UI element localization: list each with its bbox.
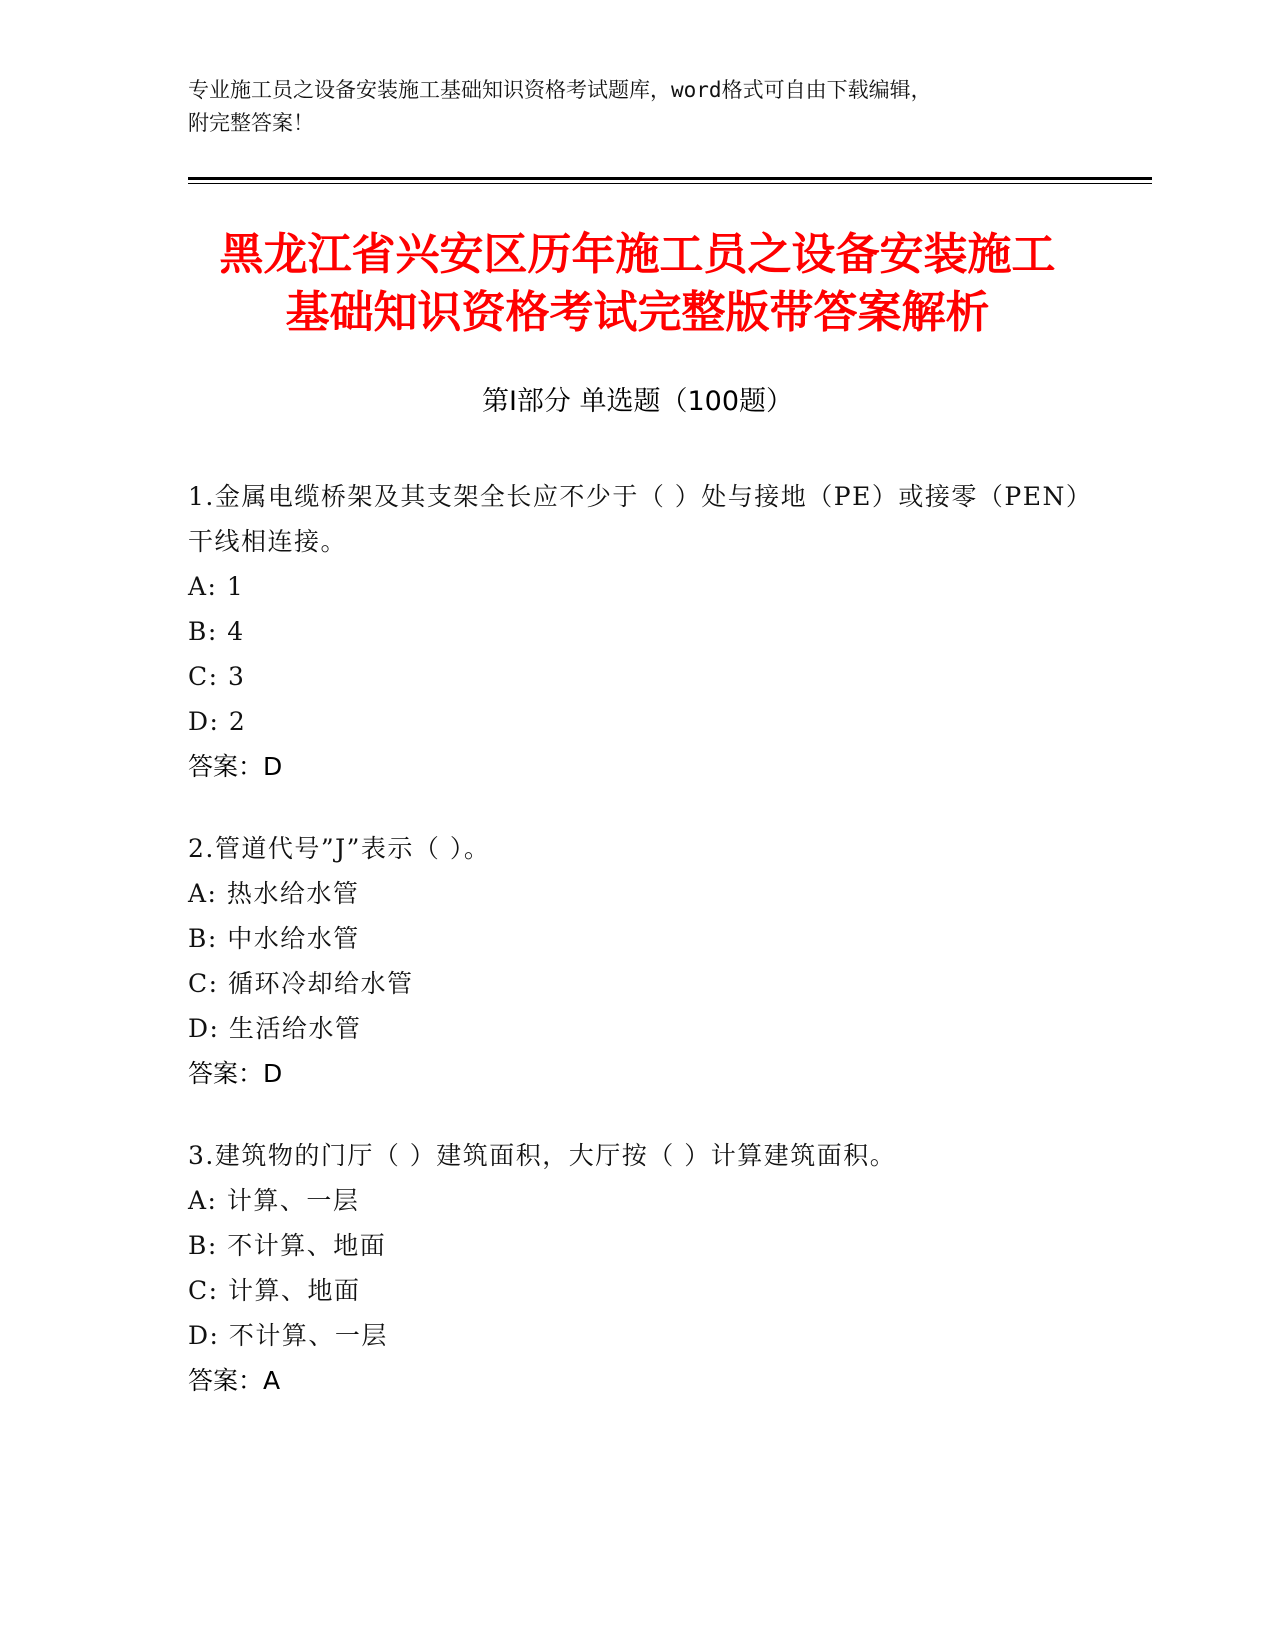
option-b: B: 4 <box>188 617 245 646</box>
document-title <box>140 226 1135 342</box>
question-list <box>188 474 1088 1440</box>
option-c: C: 3 <box>188 662 246 691</box>
option-a: A: 1 <box>188 572 245 601</box>
header-note <box>188 74 1078 140</box>
option-d: D: 不计算、一层 <box>188 1321 388 1350</box>
option-a: A: 计算、一层 <box>188 1186 360 1215</box>
question-stem: 3.建筑物的门厅（ ）建筑面积，大厅按（ ）计算建筑面积。 <box>188 1141 897 1170</box>
answer-line: 答案：D <box>188 752 283 781</box>
option-d: D: 生活给水管 <box>188 1014 362 1043</box>
option-c: C: 循环冷却给水管 <box>188 969 414 998</box>
question-stem: 1.金属电缆桥架及其支架全长应不少于（ ）处与接地（PE）或接零（PEN）干线相连接。 <box>188 482 1080 556</box>
question-3 <box>188 1133 1088 1403</box>
option-b: B: 中水给水管 <box>188 924 360 953</box>
header-divider-thin <box>188 183 1152 184</box>
option-b: B: 不计算、地面 <box>188 1231 387 1260</box>
answer-line: 答案：D <box>188 1059 283 1088</box>
question-1 <box>188 474 1088 789</box>
document-title-line-1: 黑龙江省兴安区历年施工员之设备安装施工 <box>219 229 1056 280</box>
answer-line: 答案：A <box>188 1366 281 1395</box>
option-d: D: 2 <box>188 707 247 736</box>
header-note-line-1: 专业施工员之设备安装施工基础知识资格考试题库，word格式可自由下载编辑， <box>188 78 932 102</box>
question-stem: 2.管道代号”J”表示（ ）。 <box>188 834 491 863</box>
option-c: C: 计算、地面 <box>188 1276 361 1305</box>
section-heading: 第Ⅰ部分 单选题（100题） <box>481 386 794 417</box>
header-note-line-2: 附完整答案！ <box>188 111 314 135</box>
document-title-line-2: 基础知识资格考试完整版带答案解析 <box>285 287 990 338</box>
option-a: A: 热水给水管 <box>188 879 360 908</box>
question-2 <box>188 826 1088 1096</box>
header-divider-thick <box>188 177 1152 180</box>
